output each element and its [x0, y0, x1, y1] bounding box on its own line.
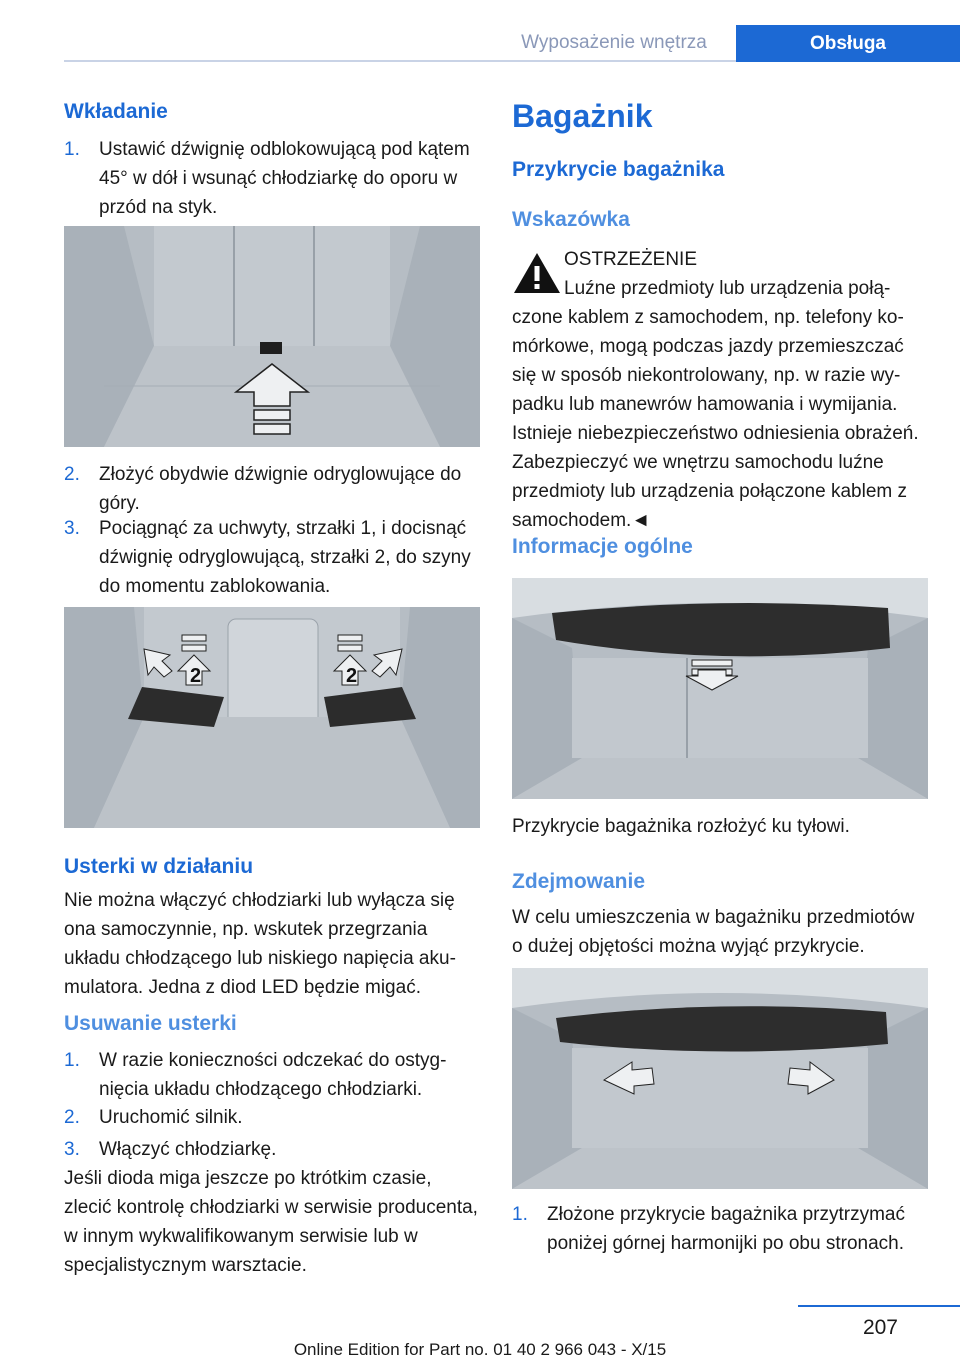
- lever-label-left: 2: [190, 665, 202, 687]
- general-text: Przykrycie bagażnika rozłożyć ku tyłowi.: [512, 816, 850, 837]
- trunk-image-levers: [64, 607, 480, 828]
- fix-heading: Usuwanie usterki: [64, 1012, 237, 1035]
- header-chapter-tab: Obsługa: [736, 25, 960, 62]
- note-heading: Wskazówka: [512, 208, 630, 231]
- step-text: Złożone przykrycie bagażnika przytrzymać poniżej górnej harmonijki po obu stronach.: [547, 1204, 905, 1254]
- trunk-image-cover-remove: [512, 968, 928, 1189]
- lever-label-right: 2: [346, 665, 358, 687]
- step-text: Włączyć chłodziarkę.: [99, 1139, 277, 1160]
- cover-subtitle: Przykrycie bagażnika: [512, 158, 725, 181]
- page-number: 207: [862, 1316, 898, 1339]
- trunk-image-insert: [64, 226, 480, 447]
- step-text: Uruchomić silnik.: [99, 1107, 243, 1128]
- trunk-image-cover-open: [512, 578, 928, 799]
- step-text: Pociągnąć za uchwyty, strzałki 1, i docisnąć dźwignię odryglowującą, strzałki 2, do szyny do momentu zablokowania.: [99, 518, 471, 597]
- remove-text: W celu umieszczenia w bagażniku przedmiotów o dużej objętości można wyjąć przykrycie.: [512, 907, 915, 957]
- fault-text: Nie można włączyć chłodziarki lub wyłącza się ona samoczynnie, np. wskutek przegrzania układu chłodzącego lub niskiego napięcia akumulatora. Jedna z diod LED będzie migać.: [64, 890, 456, 998]
- remove-heading: Zdejmowanie: [512, 870, 646, 893]
- header-section-title: Wyposażenie wnętrza: [521, 32, 707, 53]
- fault-heading: Usterki w działaniu: [64, 855, 254, 878]
- general-heading: Informacje ogólne: [512, 535, 693, 558]
- trunk-title: Bagażnik: [512, 98, 653, 134]
- step-text: W razie konieczności odczekać do ostygnięcia układu chłodzącego chłodziarki.: [99, 1050, 447, 1100]
- step-number: 3.: [64, 518, 80, 539]
- step-number: 1.: [512, 1204, 528, 1225]
- insert-heading: Wkładanie: [64, 100, 168, 123]
- edition-footer: Online Edition for Part no. 01 40 2 966 043 - X/15: [293, 1340, 667, 1359]
- step-number: 2.: [64, 464, 80, 485]
- step-number: 3.: [64, 1139, 80, 1160]
- page-number-rule: [798, 1305, 960, 1307]
- warning-text: Luźne przedmioty lub urządzenia połączone kablem z samochodem, np. telefony komórkowe, mogą podczas jazdy przemieszczać się w sposób niekontrolowany, np. w razie wypadku lub manewrów hamowania i wymijania. Istnieje niebezpieczeństwo odniesienia obrażeń. Zabezpieczyć we wnętrzu samochodu luźne przedmioty lub urządzenia połączone kablem z samochodem.◄: [512, 278, 919, 531]
- step-number: 1.: [64, 1050, 80, 1071]
- step-text: Złożyć obydwie dźwignie odryglowujące do góry.: [99, 464, 462, 514]
- step-number: 1.: [64, 139, 80, 160]
- warning-label: OSTRZEŻENIE: [564, 249, 698, 270]
- fix-note: Jeśli dioda miga jeszcze po ktrótkim czasie, zlecić kontrolę chłodziarki w serwisie producenta, w innym wykwalifikowanym serwisie lub w specjalistycznym warsztacie.: [64, 1168, 478, 1276]
- step-text: Ustawić dźwignię odblokowującą pod kątem 45° w dół i wsunąć chłodziarkę do oporu w przód na styk.: [99, 139, 470, 218]
- step-number: 2.: [64, 1107, 80, 1128]
